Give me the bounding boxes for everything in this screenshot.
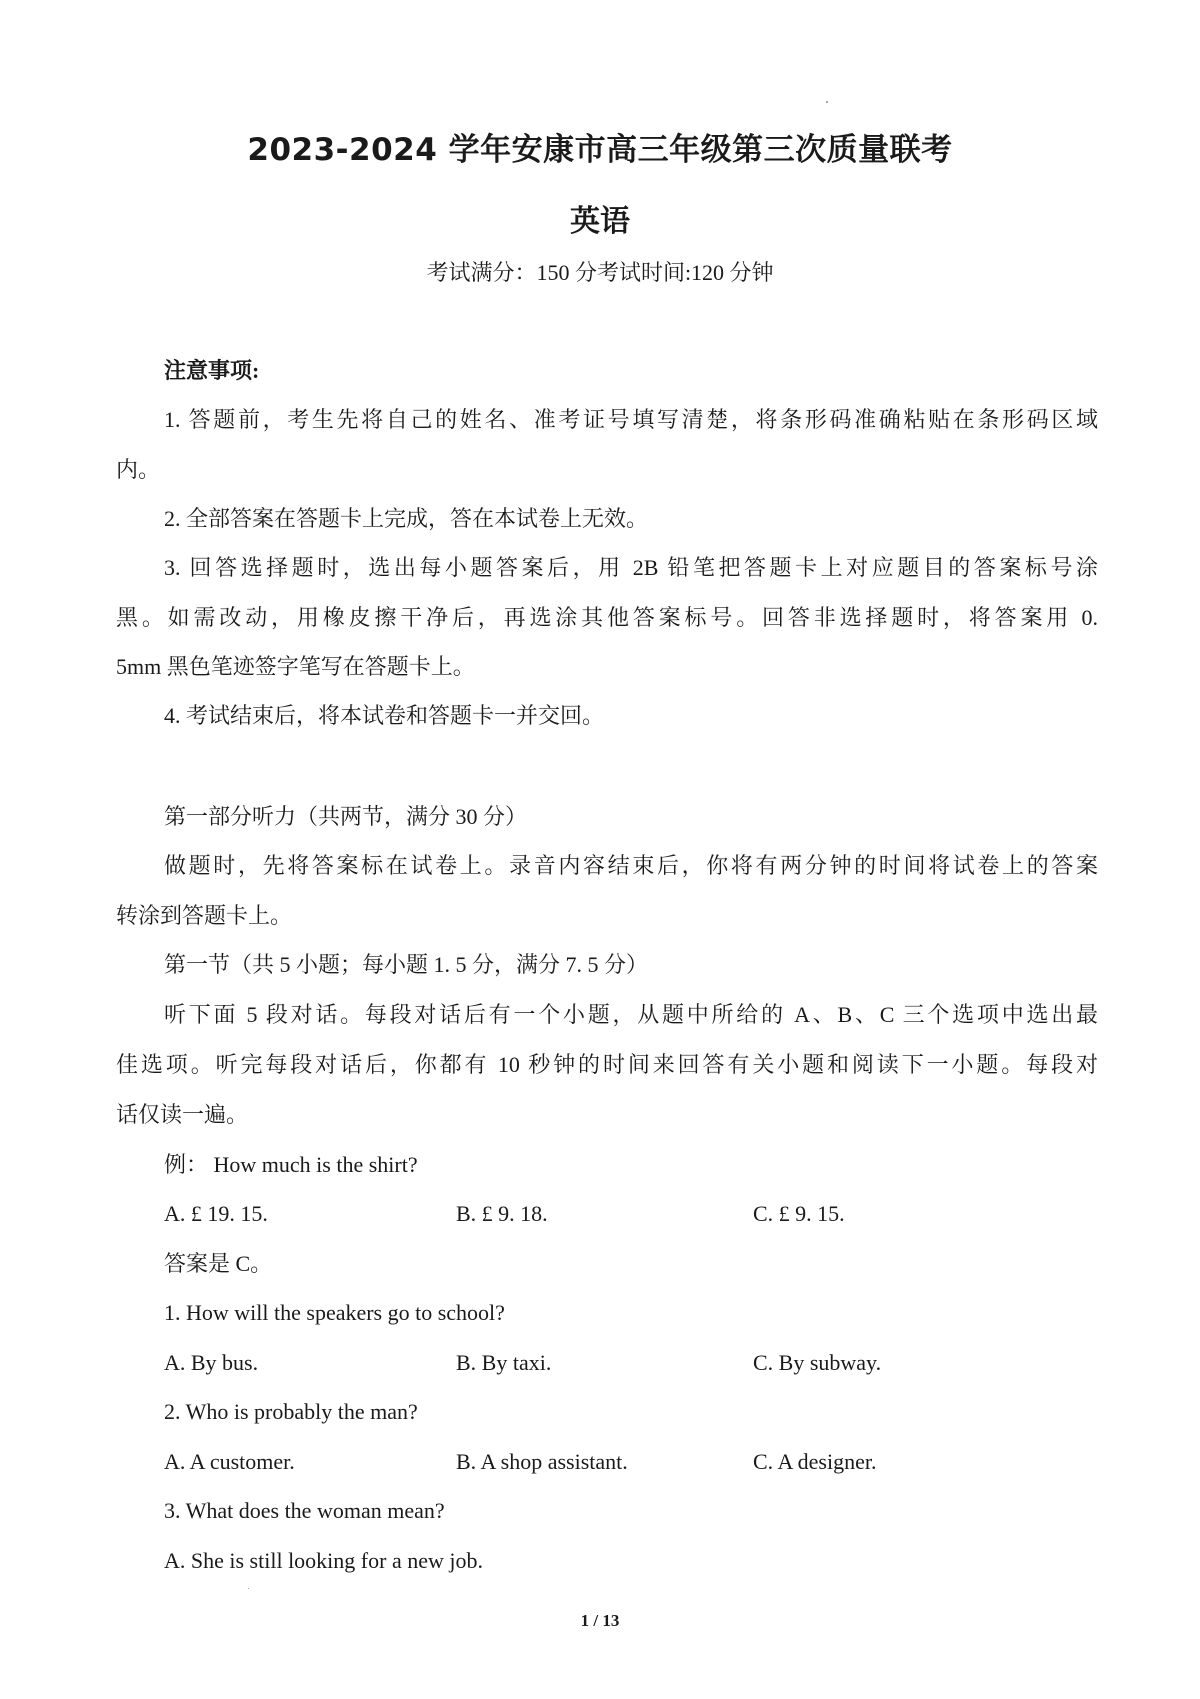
question-1-option-a: A. By bus. <box>164 1350 259 1375</box>
question-3: 3. What does the woman mean? <box>164 1498 445 1523</box>
section1-instruction-line-3: 话仅读一遍。 <box>116 1102 249 1127</box>
part1-instruction-line-2: 转涂到答题卡上。 <box>116 903 293 928</box>
notice-heading: 注意事项: <box>164 358 260 383</box>
example-option-c: C. £ 9. 15. <box>753 1201 845 1226</box>
notice-item-2: 2. 全部答案在答题卡上完成，答在本试卷上无效。 <box>164 506 649 531</box>
section1-instruction-line-1: 听下面 5 段对话。每段对话后有一个小题，从题中所给的 A、B、C 三个选项中选出最 <box>164 1002 1098 1027</box>
question-1-option-b: B. By taxi. <box>456 1350 552 1375</box>
part1-instruction-line-1: 做题时，先将答案标在试卷上。录音内容结束后，你将有两分钟的时间将试卷上的答案 <box>164 853 1098 878</box>
exam-title: 2023-2024 学年安康市高三年级第三次质量联考 <box>247 132 953 168</box>
question-2: 2. Who is probably the man? <box>164 1399 418 1424</box>
exam-info: 考试满分：150 分考试时间:120 分钟 <box>426 260 774 285</box>
scan-speck <box>248 1588 249 1589</box>
exam-subject: 英语 <box>570 204 630 239</box>
scan-speck <box>826 101 828 103</box>
question-2-option-a: A. A customer. <box>164 1449 295 1474</box>
question-1-option-c: C. By subway. <box>753 1350 882 1375</box>
question-2-option-c: C. A designer. <box>753 1449 877 1474</box>
section1-instruction-line-2: 佳选项。听完每段对话后，你都有 10 秒钟的时间来回答有关小题和阅读下一小题。每段对 <box>116 1052 1098 1077</box>
example-answer: 答案是 C。 <box>164 1251 273 1276</box>
notice-item-1-line-1: 1. 答题前，考生先将自己的姓名、准考证号填写清楚，将条形码准确粘贴在条形码区域 <box>164 407 1098 432</box>
notice-item-4: 4. 考试结束后，将本试卷和答题卡一并交回。 <box>164 703 605 728</box>
notice-item-3-line-2: 黑。如需改动，用橡皮擦干净后，再选涂其他答案标号。回答非选择题时，将答案用 0. <box>116 605 1098 630</box>
notice-item-3-line-3: 5mm 黑色笔迹签字笔写在答题卡上。 <box>116 654 475 679</box>
question-1: 1. How will the speakers go to school? <box>164 1300 505 1325</box>
question-3-option-a: A. She is still looking for a new job. <box>164 1548 483 1573</box>
page-number: 1 / 13 <box>580 1611 620 1630</box>
section1-heading: 第一节（共 5 小题；每小题 1. 5 分，满分 7. 5 分） <box>164 952 649 977</box>
example-option-b: B. £ 9. 18. <box>456 1201 548 1226</box>
notice-item-3-line-1: 3. 回答选择题时，选出每小题答案后，用 2B 铅笔把答题卡上对应题目的答案标号涂 <box>164 555 1098 580</box>
part1-heading: 第一部分听力（共两节，满分 30 分） <box>164 804 528 829</box>
example-question: 例： How much is the shirt? <box>164 1152 418 1177</box>
notice-item-1-line-2: 内。 <box>116 457 161 482</box>
example-option-a: A. £ 19. 15. <box>164 1201 268 1226</box>
question-2-option-b: B. A shop assistant. <box>456 1449 628 1474</box>
